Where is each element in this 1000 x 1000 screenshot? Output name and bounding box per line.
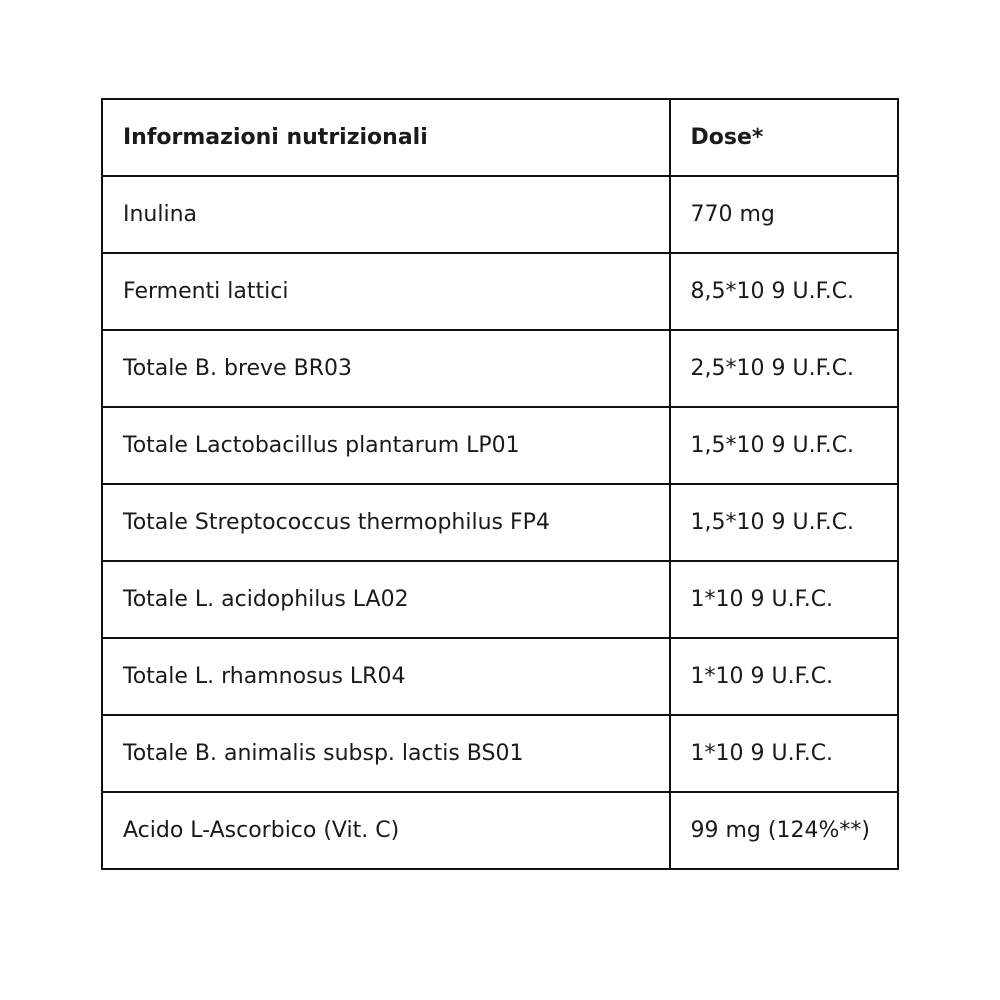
header-name-cell: Informazioni nutrizionali [102, 99, 670, 176]
ingredient-name: Fermenti lattici [102, 253, 670, 330]
nutrition-table [101, 98, 899, 870]
ingredient-dose: 1,5*10 9 U.F.C. [670, 407, 898, 484]
table-header-row [102, 99, 898, 176]
ingredient-name: Acido L-Ascorbico (Vit. C) [102, 792, 670, 869]
ingredient-name: Totale Lactobacillus plantarum LP01 [102, 407, 670, 484]
table-row [102, 484, 898, 561]
table-row [102, 561, 898, 638]
ingredient-name: Totale B. breve BR03 [102, 330, 670, 407]
table-row [102, 330, 898, 407]
ingredient-dose: 1*10 9 U.F.C. [670, 715, 898, 792]
table-row [102, 407, 898, 484]
ingredient-name: Totale Streptococcus thermophilus FP4 [102, 484, 670, 561]
header-dose-cell: Dose* [670, 99, 898, 176]
ingredient-dose: 770 mg [670, 176, 898, 253]
ingredient-dose: 99 mg (124%**) [670, 792, 898, 869]
ingredient-dose: 2,5*10 9 U.F.C. [670, 330, 898, 407]
ingredient-dose: 1*10 9 U.F.C. [670, 638, 898, 715]
ingredient-dose: 1*10 9 U.F.C. [670, 561, 898, 638]
table-row [102, 715, 898, 792]
table-row [102, 638, 898, 715]
ingredient-dose: 8,5*10 9 U.F.C. [670, 253, 898, 330]
table-row [102, 176, 898, 253]
ingredient-name: Totale L. rhamnosus LR04 [102, 638, 670, 715]
ingredient-dose: 1,5*10 9 U.F.C. [670, 484, 898, 561]
ingredient-name: Totale L. acidophilus LA02 [102, 561, 670, 638]
table-row [102, 253, 898, 330]
ingredient-name: Inulina [102, 176, 670, 253]
table-row [102, 792, 898, 869]
ingredient-name: Totale B. animalis subsp. lactis BS01 [102, 715, 670, 792]
